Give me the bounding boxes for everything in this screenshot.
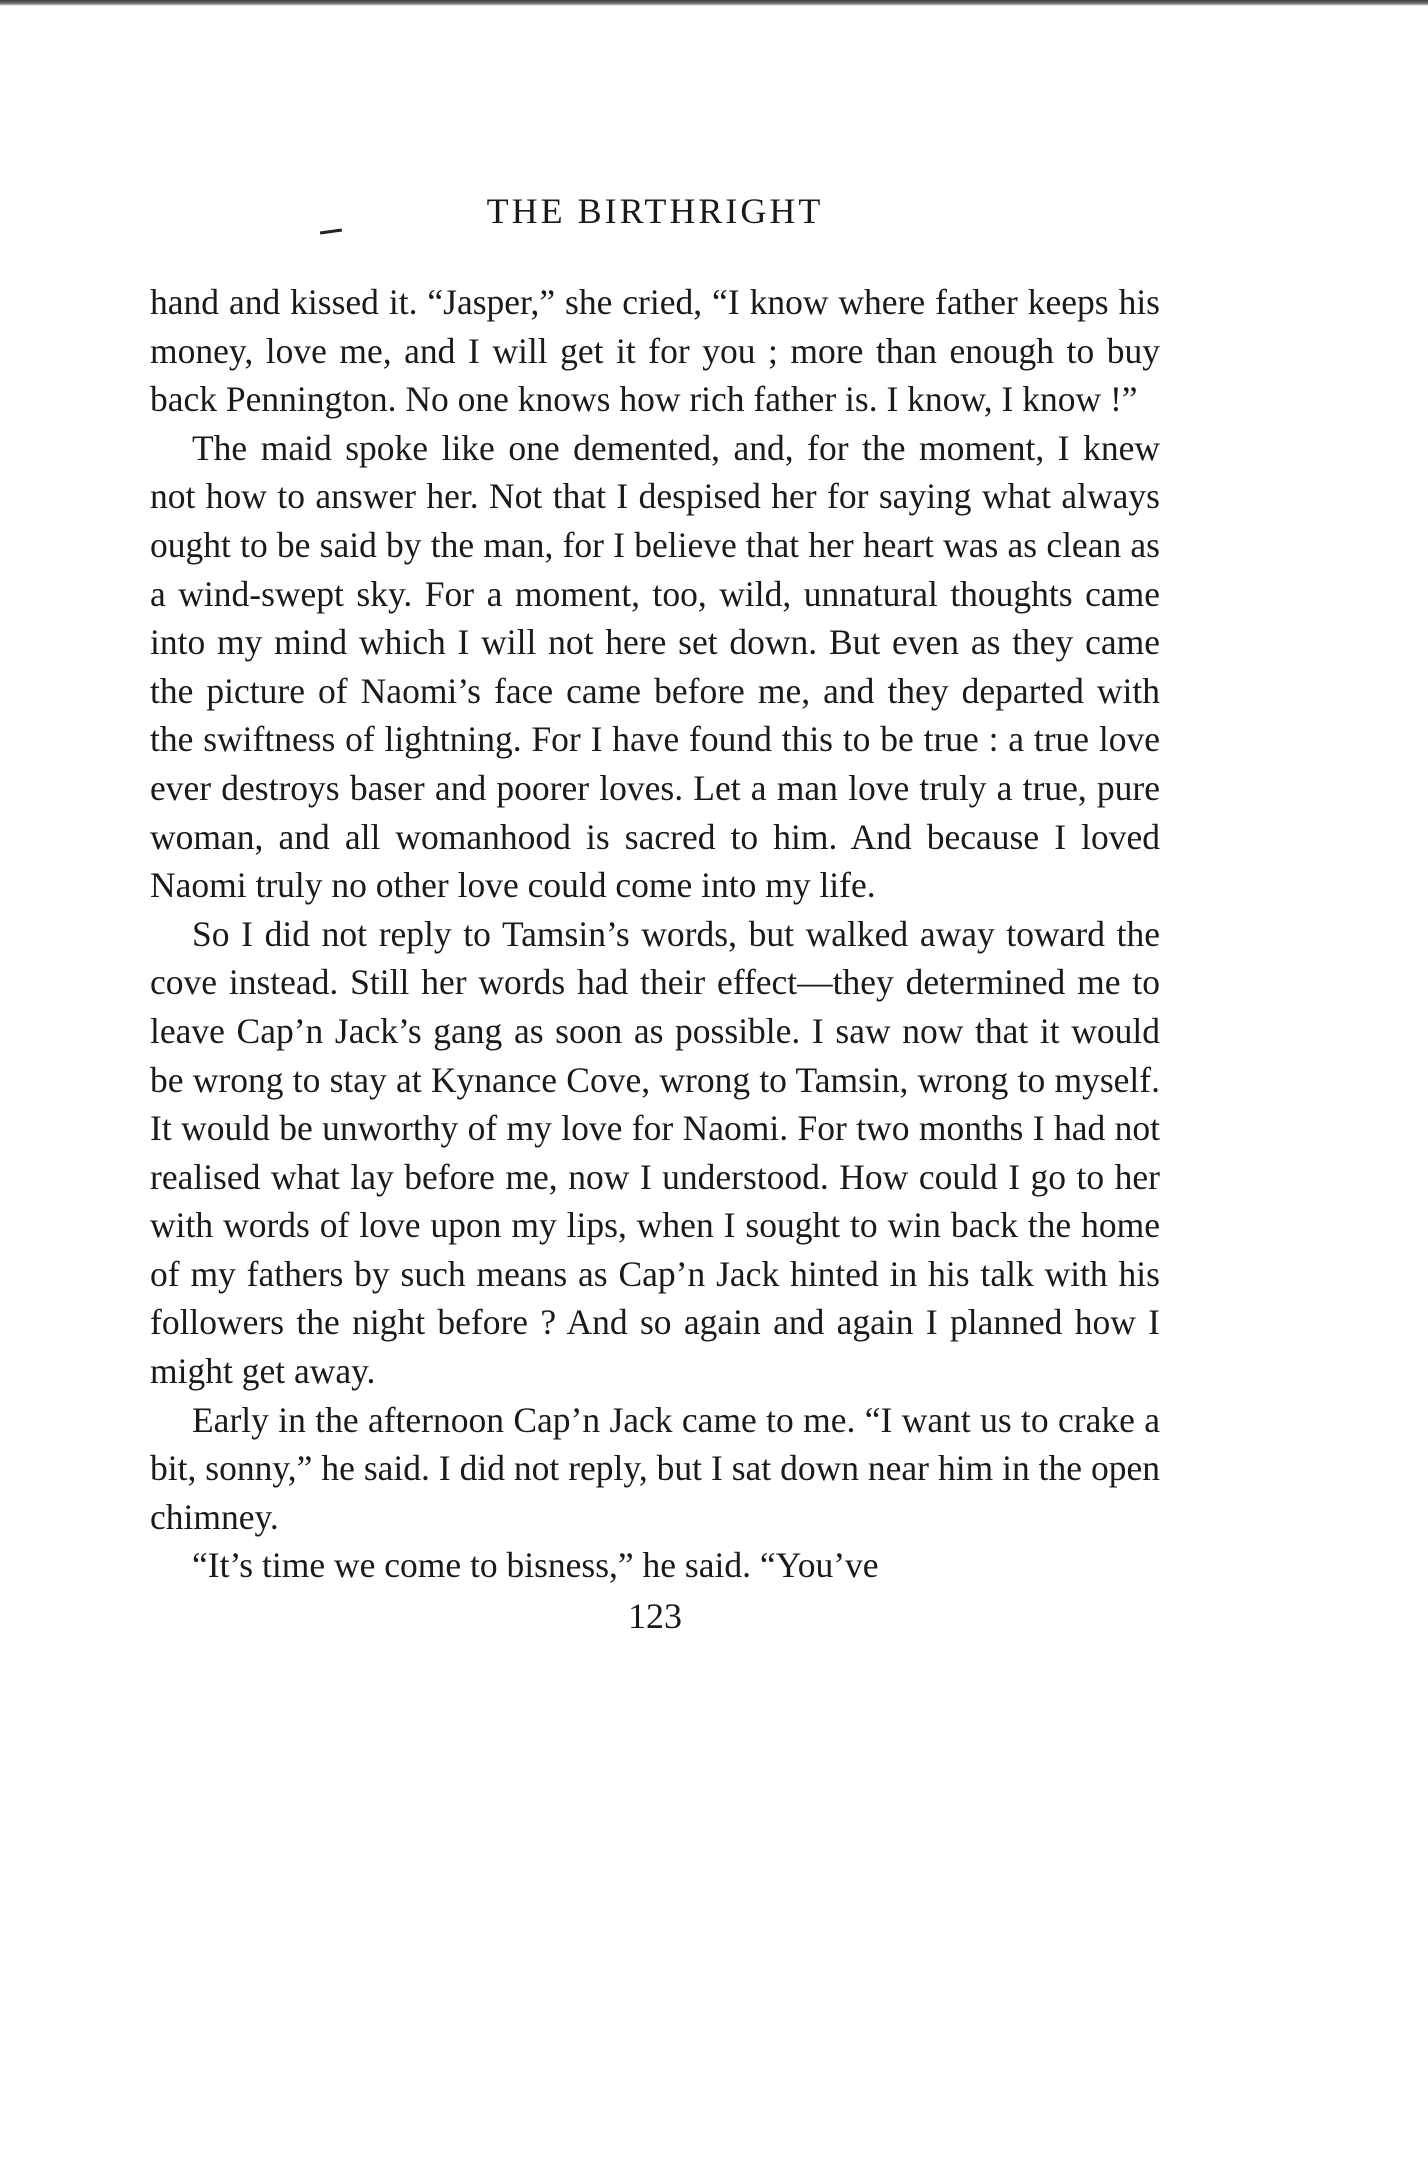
paragraph: “It’s time we come to bisness,” he said. “You’ve <box>192 1545 879 1586</box>
stray-ink-mark <box>320 228 342 234</box>
paragraph-continuation: hand and kissed it. “Jasper,” she cried, “I know where father keeps his money, love me, and I will get it for you ; more than enough to buy back Pennington. No one knows how rich father is. I know, I know !” <box>150 282 1160 420</box>
paragraph: The maid spoke like one demented, and, for the moment, I knew not how to answer her. Not that I despised her for saying what always ought to be said by the man, for I believe that her heart was as clean as a wind-swept sky. For a moment, too, wild, unnatural thoughts came into my mind which I will not here set down. But even as they came the picture of Naomi’s face came before me, and they departed with the swiftness of lightning. For I have found this to be true : a true love ever destroys baser and poorer loves. Let a man love truly a true, pure woman, and all womanhood is sacred to him. And because I loved Naomi truly no other love could come into my life. <box>150 427 1160 906</box>
paragraph: Early in the afternoon Cap’n Jack came to me. “I want us to crake a bit, sonny,” he said. I did not reply, but I sat down near him in the open chimney. <box>150 1399 1160 1537</box>
paragraph: So I did not reply to Tamsin’s words, but walked away toward the cove instead. Still her words had their effect—they determined me to leave Cap’n Jack’s gang as soon as possible. I saw now that it would be wrong to stay at Kynance Cove, wrong to Tamsin, wrong to myself. It would be unworthy of my love for Naomi. For two months I had not realised what lay before me, now I understood. How could I go to her with words of love upon my lips, when I sought to win back the home of my fathers by such means as Cap’n Jack hinted in his talk with his followers the night before ? And so again and again I planned how I might get away. <box>150 913 1160 1392</box>
body-text <box>150 278 1160 1590</box>
book-page <box>150 190 1160 1638</box>
page-top-edge <box>0 0 1428 6</box>
page-number: 123 <box>628 1596 682 1637</box>
running-head-title: THE BIRTHRIGHT <box>486 191 824 231</box>
running-head <box>150 190 1160 232</box>
